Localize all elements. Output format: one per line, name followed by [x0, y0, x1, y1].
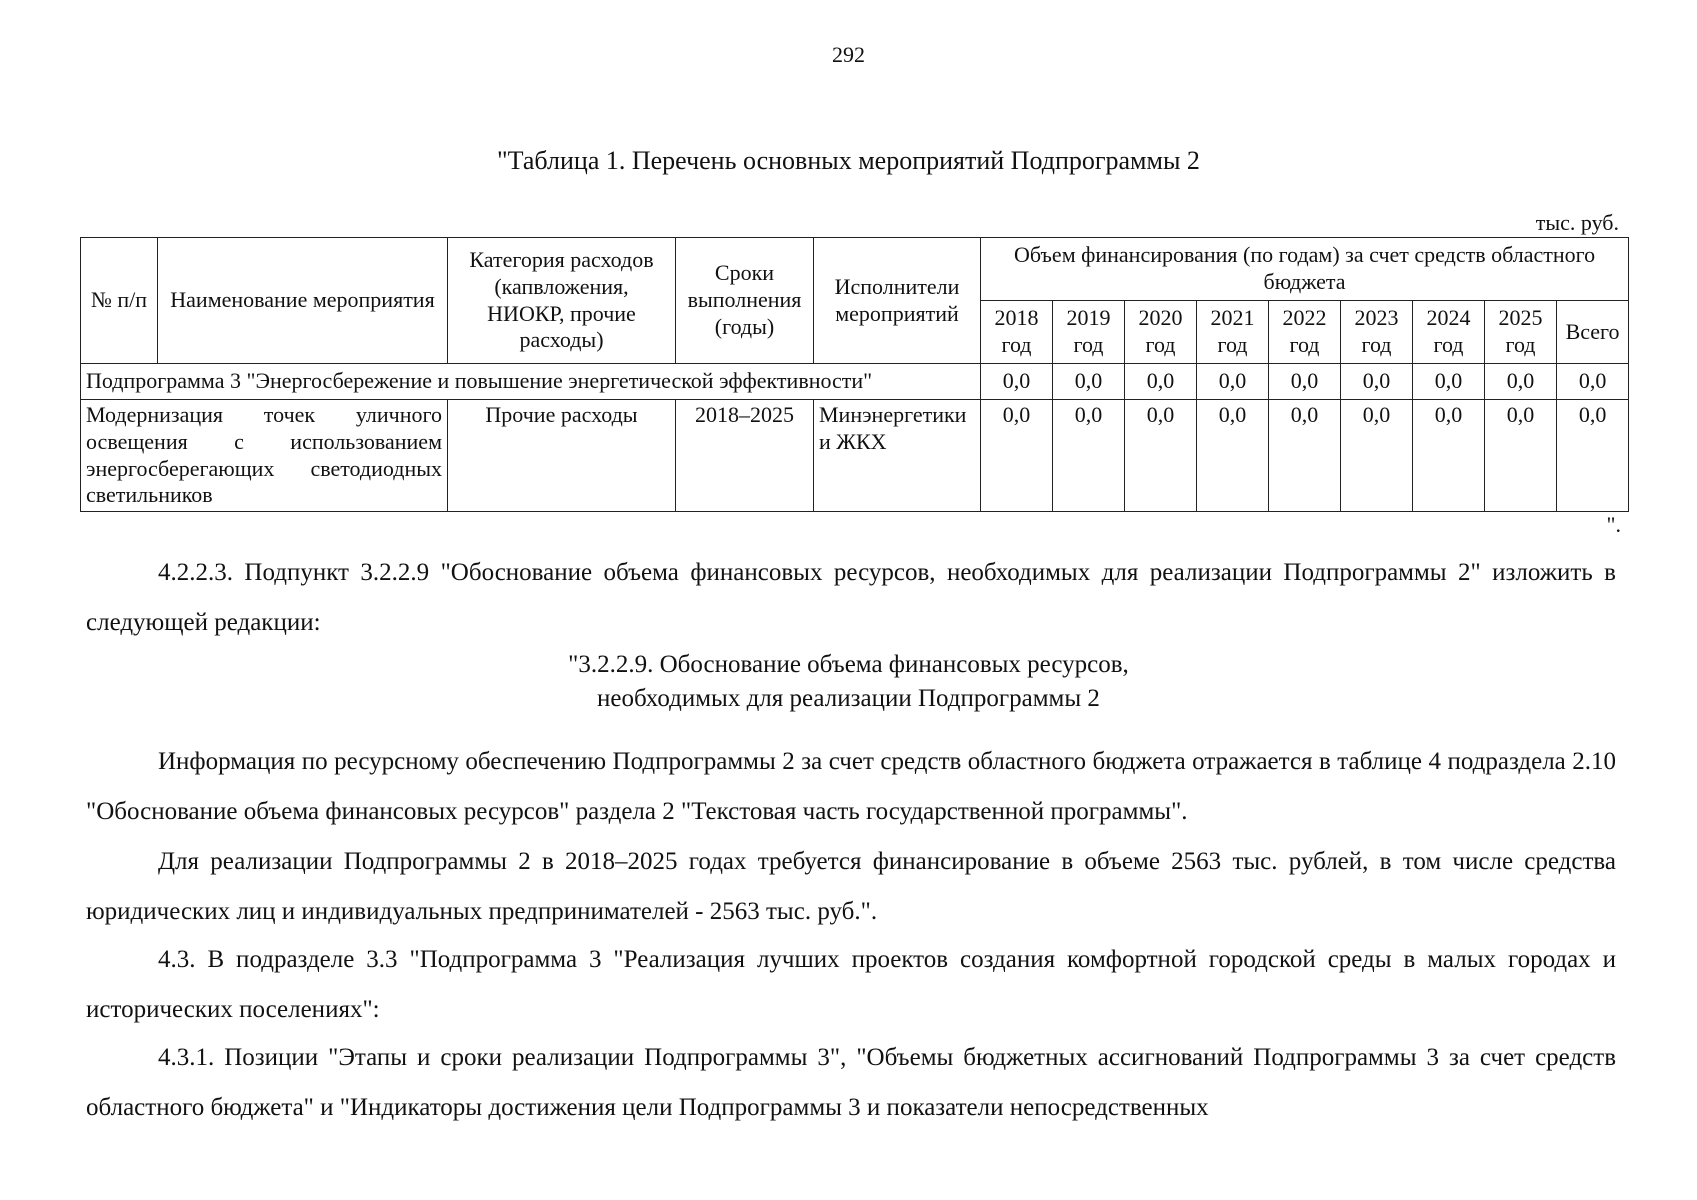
- activities-table: [80, 237, 1629, 512]
- subtitle-line-1: "3.2.2.9. Обоснование объема финансовых ресурсов,: [568, 651, 1129, 678]
- activity-value: 0,0: [1125, 400, 1197, 512]
- paragraph-4-2-2-3: 4.2.2.3. Подпункт 3.2.2.9 "Обоснование объема финансовых ресурсов, необходимых для реализации Подпрограммы 2" изложить в следующей редакции:: [86, 559, 1616, 636]
- header-executors: Исполнители мероприятий: [814, 238, 981, 364]
- closing-quote: ".: [1606, 512, 1621, 537]
- activity-value: 0,0: [1341, 400, 1413, 512]
- page-number: 292: [832, 42, 865, 67]
- activity-value: 0,0: [1197, 400, 1269, 512]
- paragraph-4-3-1: 4.3.1. Позиции "Этапы и сроки реализации Подпрограммы 3", "Объемы бюджетных ассигнований Подпрограммы 3 за счет средств областного бюджета" и "Индикаторы достижения цели Подпрограммы 3 и показатели непосредственных: [86, 1044, 1616, 1121]
- activity-terms: 2018–2025: [676, 400, 814, 512]
- header-year-2025: 2025 год: [1485, 301, 1557, 364]
- header-total: Всего: [1557, 301, 1629, 364]
- activity-value: 0,0: [1269, 400, 1341, 512]
- subtitle-line-2: необходимых для реализации Подпрограммы 2: [597, 685, 1100, 712]
- paragraph-4-3: 4.3. В подразделе 3.3 "Подпрограмма 3 "Реализация лучших проектов создания комфортной городской среды в малых городах и исторических поселениях":: [86, 946, 1616, 1023]
- subprogram-value: 0,0: [1341, 364, 1413, 400]
- activity-category: Прочие расходы: [448, 400, 676, 512]
- subprogram-value: 0,0: [1413, 364, 1485, 400]
- header-financing: Объем финансирования (по годам) за счет средств областного бюджета: [981, 238, 1629, 301]
- header-year-2020: 2020 год: [1125, 301, 1197, 364]
- paragraph-resource-info: Информация по ресурсному обеспечению Подпрограммы 2 за счет средств областного бюджета отражается в таблице 4 подраздела 2.10 "Обоснование объема финансовых ресурсов" раздела 2 "Текстовая часть государственной программы".: [86, 748, 1616, 825]
- subprogram-value: 0,0: [1125, 364, 1197, 400]
- header-year-2018: 2018 год: [981, 301, 1053, 364]
- section-subtitle: [0, 648, 1697, 716]
- header-year-2022: 2022 год: [1269, 301, 1341, 364]
- activity-total: 0,0: [1557, 400, 1629, 512]
- header-year-2024: 2024 год: [1413, 301, 1485, 364]
- header-category: Категория расходов (капвложения, НИОКР, прочие расходы): [448, 238, 676, 364]
- header-name: Наименование мероприятия: [158, 238, 448, 364]
- subprogram-total: 0,0: [1557, 364, 1629, 400]
- subprogram-value: 0,0: [1269, 364, 1341, 400]
- table-title: "Таблица 1. Перечень основных мероприятий Подпрограммы 2: [497, 146, 1200, 175]
- subprogram-label: Подпрограмма 3 "Энергосбережение и повышение энергетической эффективности": [81, 364, 981, 400]
- subprogram-value: 0,0: [981, 364, 1053, 400]
- header-terms: Сроки выполнения (годы): [676, 238, 814, 364]
- activity-value: 0,0: [1413, 400, 1485, 512]
- activity-value: 0,0: [981, 400, 1053, 512]
- subprogram-value: 0,0: [1197, 364, 1269, 400]
- activity-row: [81, 400, 1629, 512]
- header-year-2021: 2021 год: [1197, 301, 1269, 364]
- activity-value: 0,0: [1053, 400, 1125, 512]
- header-year-2019: 2019 год: [1053, 301, 1125, 364]
- unit-note: тыс. руб.: [1535, 210, 1619, 235]
- activity-executors: Минэнергетики и ЖКХ: [814, 400, 981, 512]
- header-num: № п/п: [81, 238, 158, 364]
- paragraph-financing: Для реализации Подпрограммы 2 в 2018–2025 годах требуется финансирование в объеме 2563 тыс. рублей, в том числе средства юридических лиц и индивидуальных предпринимателей - 2563 тыс. руб.".: [86, 848, 1616, 925]
- table-header-row: [81, 238, 1629, 301]
- subprogram-value: 0,0: [1485, 364, 1557, 400]
- header-year-2023: 2023 год: [1341, 301, 1413, 364]
- subprogram-row: [81, 364, 1629, 400]
- subprogram-value: 0,0: [1053, 364, 1125, 400]
- activity-name: Модернизация точек уличного освещения с использованием энергосберегающих светодиодных светильников: [81, 400, 448, 512]
- activity-value: 0,0: [1485, 400, 1557, 512]
